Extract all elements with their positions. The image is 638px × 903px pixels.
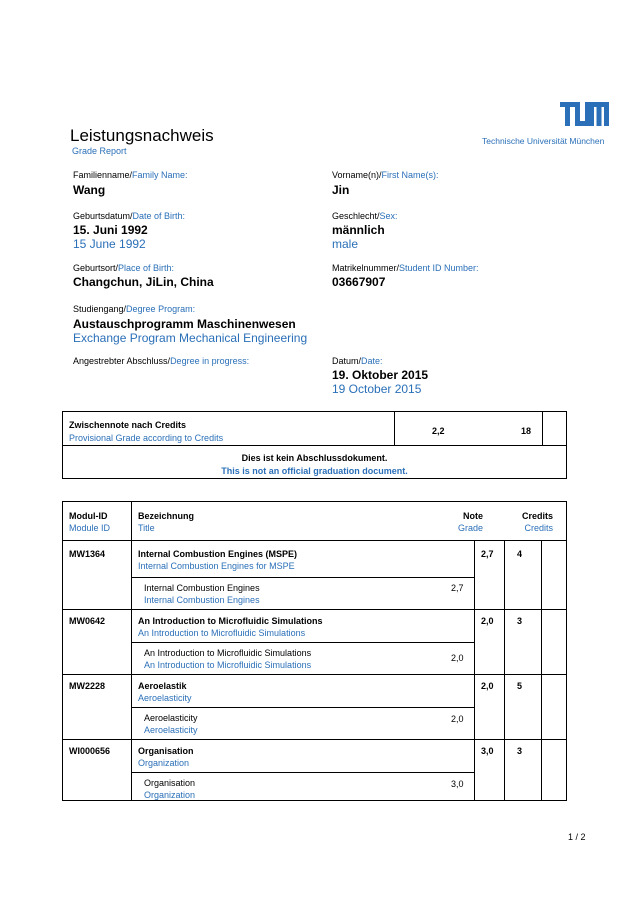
module-title-de: An Introduction to Microfluidic Simulations: [138, 616, 323, 626]
header-grade-en: Grade: [457, 523, 483, 533]
label-de: Datum/: [332, 356, 362, 366]
family-name-label: [73, 170, 188, 180]
label-en: Family Name:: [132, 170, 188, 180]
pob-label: [73, 263, 174, 273]
submodule-title-de: Organisation: [144, 778, 196, 788]
label-en: Place of Birth:: [118, 263, 175, 273]
label-de: Vorname(n)/: [332, 170, 382, 180]
module-title-de: Aeroelastik: [138, 681, 187, 691]
header-grade-de: Note: [463, 511, 483, 521]
header-id-de: Modul-ID: [69, 511, 108, 521]
module-title-en: An Introduction to Microfluidic Simulations: [138, 628, 306, 638]
module-id: MW0642: [69, 616, 106, 626]
label-de: Geburtsdatum/: [73, 211, 133, 221]
submodule-title-de: An Introduction to Microfluidic Simulations: [144, 648, 312, 658]
sub-divider: [131, 772, 474, 773]
summary-box: [62, 411, 567, 479]
notice-row: [63, 446, 566, 479]
col-divider: [131, 502, 132, 800]
tum-logo: [482, 100, 610, 150]
module-grade: 2,0: [481, 681, 494, 691]
summary-label-de: Zwischennote nach Credits: [69, 420, 187, 430]
dob-value-en: 15 June 1992: [73, 237, 146, 251]
label-en: First Name(s):: [381, 170, 439, 180]
col-divider: [504, 541, 505, 800]
header-credits-de: Credits: [521, 511, 553, 521]
date-value-en: 19 October 2015: [332, 382, 422, 396]
page-number: 1 / 2: [568, 832, 586, 842]
col-divider: [474, 541, 475, 800]
submodule-grade: 2,7: [451, 583, 464, 593]
summary-credits-cell: [542, 412, 566, 445]
label-de: Matrikelnummer/: [332, 263, 400, 273]
sub-divider: [131, 707, 474, 708]
summary-row: [63, 412, 566, 446]
label-de: Geschlecht/: [332, 211, 380, 221]
row-divider: [63, 674, 566, 675]
module-grade: 2,7: [481, 549, 494, 559]
summary-credits: 18: [521, 426, 532, 436]
col-divider: [541, 541, 542, 800]
label-en: Degree Program:: [126, 304, 196, 314]
dob-value: 15. Juni 1992: [73, 223, 148, 237]
tum-logo-icon: [482, 100, 610, 132]
sex-value-en: male: [332, 237, 359, 251]
label-de: Studiengang/: [73, 304, 127, 314]
dob-label: [73, 211, 185, 221]
module-id: WI000656: [69, 746, 111, 756]
summary-label-en: Provisional Grade according to Credits: [69, 433, 224, 443]
first-name-label: [332, 170, 439, 180]
submodule-grade: 2,0: [451, 714, 464, 724]
logo-name: Technische Universität München: [482, 136, 605, 146]
student-id-label: [332, 263, 479, 273]
module-title-en: Organization: [138, 758, 190, 768]
label-en: Sex:: [379, 211, 398, 221]
submodule-title-de: Aeroelasticity: [144, 713, 198, 723]
module-credits: 3: [517, 746, 523, 756]
sex-label: [332, 211, 398, 221]
sub-divider: [131, 577, 474, 578]
notice-de: Dies ist kein Abschlussdokument.: [241, 453, 388, 463]
notice-en: This is not an official graduation document.: [221, 466, 408, 476]
label-en: Student ID Number:: [399, 263, 479, 273]
date-label: [332, 356, 383, 366]
module-credits: 3: [517, 616, 523, 626]
module-id: MW1364: [69, 549, 106, 559]
summary-label-cell: [63, 412, 395, 445]
submodule-title-en: Internal Combustion Engines: [144, 595, 260, 605]
label-de: Angestrebter Abschluss/: [73, 356, 171, 366]
submodule-title-de: Internal Combustion Engines: [144, 583, 260, 593]
submodule-title-en: Aeroelasticity: [144, 725, 198, 735]
submodule-grade: 3,0: [451, 779, 464, 789]
family-name-value: Wang: [73, 183, 106, 197]
first-name-value: Jin: [332, 183, 350, 197]
module-table: [62, 501, 567, 801]
submodule-title-en: Organization: [144, 790, 196, 800]
module-title-de: Organisation: [138, 746, 194, 756]
module-title-en: Internal Combustion Engines for MSPE: [138, 561, 295, 571]
header-title-de: Bezeichnung: [138, 511, 195, 521]
page-title: Leistungsnachweis: [70, 126, 214, 145]
module-id: MW2228: [69, 681, 106, 691]
module-title-de: Internal Combustion Engines (MSPE): [138, 549, 298, 559]
row-divider: [63, 739, 566, 740]
sex-value: männlich: [332, 223, 385, 237]
student-id-value: 03667907: [332, 275, 386, 289]
module-title-en: Aeroelasticity: [138, 693, 192, 703]
program-label: [73, 304, 195, 314]
module-grade: 2,0: [481, 616, 494, 626]
sub-divider: [131, 642, 474, 643]
label-en: Date:: [361, 356, 383, 366]
submodule-title-en: An Introduction to Microfluidic Simulations: [144, 660, 312, 670]
label-en: Date of Birth:: [132, 211, 186, 221]
pob-value: Changchun, JiLin, China: [73, 275, 214, 289]
label-de: Geburtsort/: [73, 263, 119, 273]
module-credits: 5: [517, 681, 523, 691]
header-title-en: Title: [138, 523, 155, 533]
submodule-grade: 2,0: [451, 653, 464, 663]
header-credits-en: Credits: [524, 523, 553, 533]
label-en: Degree in progress:: [170, 356, 250, 366]
summary-grade: 2,2: [432, 426, 445, 436]
program-value-en: Exchange Program Mechanical Engineering: [73, 331, 308, 345]
module-grade: 3,0: [481, 746, 494, 756]
row-divider: [63, 540, 566, 541]
label-de: Familienname/: [73, 170, 133, 180]
row-divider: [63, 609, 566, 610]
module-credits: 4: [517, 549, 523, 559]
program-value: Austauschprogramm Maschinenwesen: [73, 317, 296, 331]
header-id-en: Module ID: [69, 523, 111, 533]
date-value: 19. Oktober 2015: [332, 368, 429, 382]
degree-label: [73, 356, 249, 366]
page-subtitle: Grade Report: [72, 146, 127, 156]
